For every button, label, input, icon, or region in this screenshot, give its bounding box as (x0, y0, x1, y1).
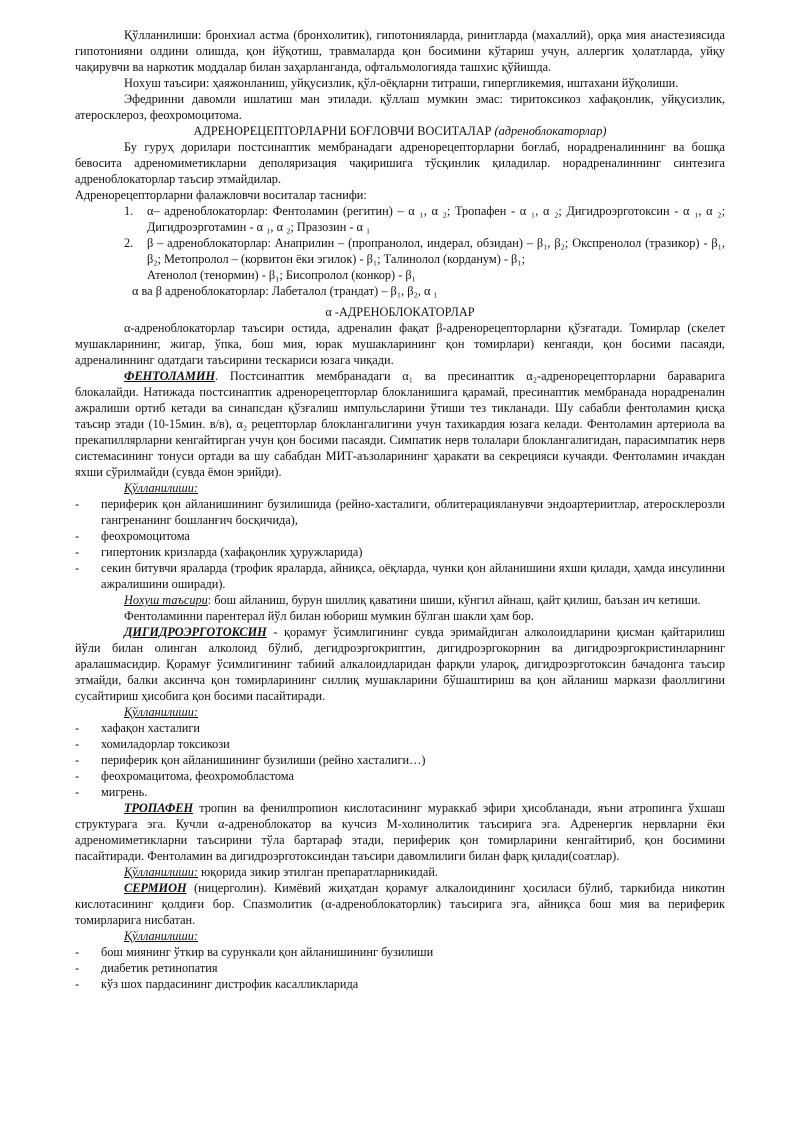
item-text-continued: Атенолол (тенормин) - β₁; Бисопролол (конкор) - β₁ (147, 268, 416, 282)
sermion-paragraph (75, 880, 725, 928)
side-effects-label: Ноxуш таъсири (124, 593, 208, 607)
sermion-usage-heading (75, 928, 725, 944)
section1-heading-text: АДРЕНОРЕЦЕПТОРЛАРНИ БОҒЛОВЧИ ВОСИТАЛАР (193, 124, 492, 138)
dihydroergotoxin-uses-list (75, 720, 725, 800)
phentolamine-side-effects (75, 592, 725, 608)
phentolamine-usage-heading (75, 480, 725, 496)
section2-intro-paragraph: α-адреноблокаторлар таъсири остида, адреналин фақат β-адренорецепторларни қўзғатади. Томирлар (скелет мушакларининг, жигар, ўпка, бош мия, юрак мушакларининг қон томирлари) кенгаяди, қон босими пасаяди, адреналиннинг одатдаги таъсирини тескариси юзага чиқади. (75, 321, 725, 367)
phentolamine-paragraph (75, 368, 725, 480)
classification-intro: Адренорецепторларни фалажловчи воситалар таснифи: (75, 188, 367, 202)
list-item: - феохромацитома, феохромобластома (75, 768, 725, 784)
item-text: β – адреноблокаторлар: Анаприлин – (пропранолол, индерал, обзидан) – β₁, β₂; Окспренолол (тразикор) - β₁, β₂; Метопролол – (корвитон ёки эгилок) - β₁; Талинолол (корданум) - β₁; (147, 236, 725, 266)
intro-contraindications-paragraph: Эфедринни давомли ишлатиш ман этилади. қўллаш мумкин эмас: тиритоксикоз хафақонлик, уйқусизлик, атеросклероз, феохромоцитома. (75, 92, 725, 122)
list-item: - периферик қон айланишининг бузилиши (рейно хасталиги…) (75, 752, 725, 768)
item-number: 1. (124, 204, 134, 218)
list-item: - феохромоцитома (75, 528, 725, 544)
list-item: - хомиладорлар токсикози (75, 736, 725, 752)
tropafen-usage-text: юқорида зикир этилган препаратларникидай. (197, 865, 438, 879)
side-effects-text: : бош айланиш, бурун шиллиқ қаватини шиши, кўнгил айнаш, қайт қилиш, баъзан ич кетиши. (207, 593, 701, 607)
sermion-title: СЕРМИОН (124, 881, 187, 895)
phentolamine-uses-list (75, 496, 725, 592)
list-item: - хафақон хасталиги (75, 720, 725, 736)
dihydroergotoxin-usage-heading (75, 704, 725, 720)
document-page (75, 27, 725, 992)
list-item: - кўз шох пардасининг дистрофик касалликларида (75, 976, 725, 992)
section2-heading: α -АДРЕНОБЛОКАТОРЛАР (325, 305, 475, 319)
phentolamine-forms: Фентоламинни парентерал йўл билан юбориш мумкин бўлган шакли ҳам бор. (124, 609, 534, 623)
sermion-uses-list (75, 944, 725, 992)
phentolamine-title: ФЕНТОЛАМИН (124, 369, 216, 383)
usage-label: Қўлланилиши: (124, 705, 198, 719)
list-item: - бош миянинг ўткир ва сурункали қон айланишининг бузилиши (75, 944, 725, 960)
alpha-beta-blockers-line: α ва β адреноблокаторлар: Лабеталол (трандат) – β₁, β₂, α ₁ (132, 284, 438, 298)
tropafen-text: тропин ва фенилпропион кислотасининг мураккаб эфири ҳисобланади, яъни атропинга ўхшаш структурага эга. Кучли α-адреноблокатор ва кучсиз М-холинолитик таъсирига эга. Адренергик нервларни ёки адреномиметикларни таъсирини тўла бартараф этади, периферик қон томирларини кенгайтириб, қон босимини пасайтиради. Фентоламин ва дигидроэрготоксиндан таъсири давомлилиги билан фарқ қилади(соатлар). (75, 801, 725, 863)
intro-side-effects-paragraph: Ноxуш таъсири: ҳаяжонланиш, уйқусизлик, қўл-оёқларни титраши, гипергликемия, иштахани йўқолиши. (124, 76, 679, 90)
sermion-text: (ницерголин). Кимёвий жиҳатдан қорамуғ алкалоидининг ҳосиласи бўлиб, таркибида никотин кислотасининг қолдиғи бор. Спазмолитик (α-адреноблокаторлик) таъсирига эга, айниқса бош мия ва периферик томирларига нисбатан. (75, 881, 725, 927)
section1-paragraph: Бу гуруҳ дорилари постсинаптик мембранадаги адренорецепторларни боғлаб, норадреналиннинг ва бошқа бевосита адреномиметикларни деполяризация чақиришига тўсқинлик қиладилар. норадреналиннинг синтезига адреноблокаторлар таъсир этмайдилар. (75, 140, 725, 186)
section1-heading-italic: (адреноблокаторлар) (494, 124, 607, 138)
list-item: - мигрень. (75, 784, 725, 800)
list-item: - гипертоник кризларда (хафақонлик ҳуружларида) (75, 544, 725, 560)
classification-item-alpha (75, 203, 725, 235)
section1-heading (75, 123, 725, 139)
list-item: - диабетик ретинопатия (75, 960, 725, 976)
dihydroergotoxin-text: - қорамуғ ўсимлигининг сувда эримайдиган алколоидларини қисман қайтарилиш йўли билан олинган алколоид бўлиб, дегидроэргокриптин, дигидроэргокорнин ва дигидроэргокристинларнинг аралашмасидир. Қорамуғ ўсимлигининг табиий алкалоидларидан фарқли улароқ, дигидроэрготоксин бачадонга таъсир этмайди, балки аксинча қон томирларининг силлиқ мушакларини бўшаштириш ва қон айланиш маркази фаоллигини сусайтириш ҳисобига қон босими пасайтиради. (75, 625, 725, 703)
phentolamine-text: . Постсинаптик мембранадаги α₁ ва пресинаптик α₂-адренорецепторларни бараварига блокалайди. Натижада постсинаптик адренорецепторлар блокланишига қарамай, пресинаптик мембранада норадреналин ажралиши ортиб кетади ва синапсдан қўзғалиш импульсларини ўтиши тез тикланади. Шу сабабли фентоламин қисқа таъсир этади (10-15мин. в/в), α₂ рецепторлар блоклангалигини учун тахикардия юзага келади. Фентоламин артериола ва прекапиллярларни кенгайтирган учун қон босими пасаяди. Симпатик нерв толалари блоклангалигидан, парасимпатик нерв системасининг тонуси ортади ва шу сабабдан МИТ-аъзоларининг ҳаракати ва секрецияси кучаяди. Фентоламин ичакдан яхши сўрилмайди (сувда ёмон эрийди). (75, 369, 725, 479)
usage-label: Қўлланилиши: (124, 481, 198, 495)
dihydroergotoxin-paragraph (75, 624, 725, 704)
item-number: 2. (124, 236, 134, 250)
list-item: - периферик қон айланишининг бузилишида (рейно-хасталиги, облитерацияланувчи эндоартериитлар, атеросклерозли гангренанинг бошланғич босқичида), (75, 496, 725, 528)
tropafen-paragraph (75, 800, 725, 864)
classification-list (75, 203, 725, 283)
dihydroergotoxin-title: ДИГИДРОЭРГОТОКСИН (124, 625, 267, 639)
item-text: α– адреноблокаторлар: Фентоламин (регитин) – α ₁, α ₂; Тропафен - α ₁, α ₂; Дигидроэрготоксин - α ₁, α ₂; Дигидроэрготамин - α ₁, α ₂; Празозин - α ₁ (147, 204, 725, 234)
tropafen-usage (75, 864, 725, 880)
list-item: - секин битувчи яраларда (трофик яраларда, айниқса, оёқларда, чунки қон айланишини яхши қилади, ҳамда инсулинни ажралишини оширади). (75, 560, 725, 592)
usage-label: Қўлланилиши: (124, 929, 198, 943)
tropafen-title: ТРОПАФЕН (124, 801, 194, 815)
classification-item-beta (75, 235, 725, 283)
intro-usage-paragraph: Қўлланилиши: бронхиал астма (бронхолитик), гипотонияларда, ринитларда (махаллий), орқа мия анастезиясида гипотонияни олдини олишда, қон йўқотиш, травмаларда қон босимини кўтариш учун, аллергик ҳолатларда, уйқу чақирувчи ва наркотик моддалар билан заҳарланганда, офтальмологияда ташхис қўйишда. (75, 28, 725, 74)
usage-label: Қўлланилиши: (124, 865, 198, 879)
